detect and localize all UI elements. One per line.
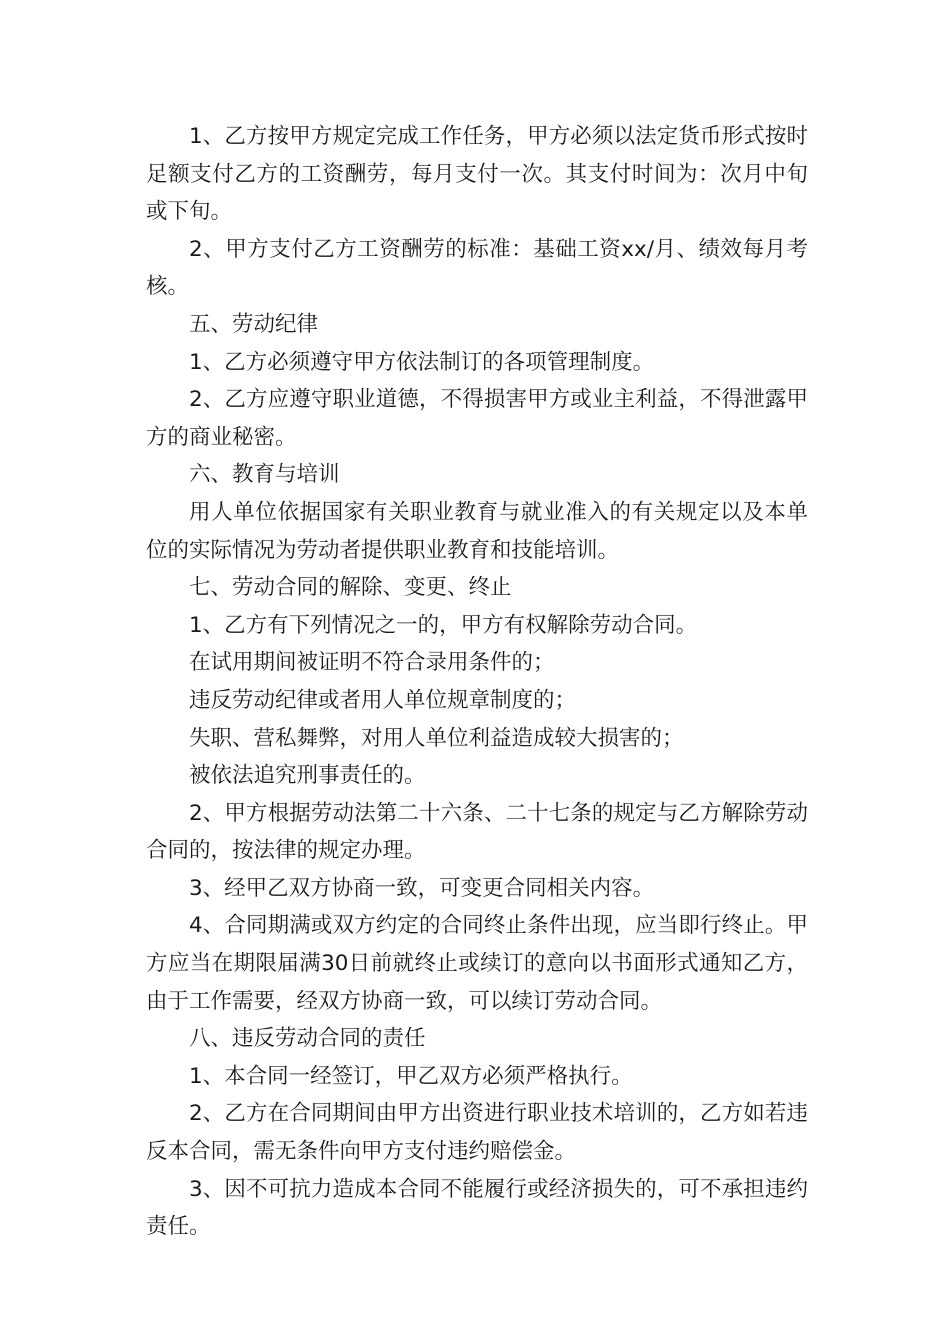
paragraph-liability-1: 1、本合同一经签订，甲乙双方必须严格执行。 (189, 1063, 633, 1089)
paragraph-liability-3: 3、因不可抗力造成本合同不能履行或经济损失的，可不承担违约责任。 (146, 1176, 808, 1240)
section-heading-education-training: 六、教育与培训 (189, 462, 340, 488)
list-item-misconduct: 失职、营私舞弊，对用人单位利益造成较大损害的； (189, 725, 684, 751)
list-item-probation: 在试用期间被证明不符合录用条件的； (189, 650, 555, 676)
paragraph-termination-1: 1、乙方有下列情况之一的，甲方有权解除劳动合同。 (189, 612, 698, 638)
list-item-discipline-violation: 违反劳动纪律或者用人单位规章制度的； (189, 687, 577, 713)
paragraph-discipline-2: 2、乙方应遵守职业道德，不得损害甲方或业主利益，不得泄露甲方的商业秘密。 (146, 387, 808, 450)
paragraph-termination-4: 4、合同期满或双方约定的合同终止条件出现，应当即行终止。甲方应当在期限届满30日前就终止或续订的意向以书面形式通知乙方，由于工作需要，经双方协商一致，可以续订劳动合同。 (146, 913, 808, 1014)
section-heading-labor-discipline: 五、劳动纪律 (189, 311, 319, 337)
paragraph-discipline-1: 1、乙方必须遵守甲方依法制订的各项管理制度。 (189, 349, 655, 375)
list-item-criminal: 被依法追究刑事责任的。 (189, 763, 426, 789)
paragraph-wage-payment: 1、乙方按甲方规定完成工作任务，甲方必须以法定货币形式按时足额支付乙方的工资酬劳，每月支付一次。其支付时间为：次月中旬或下旬。 (146, 124, 808, 225)
paragraph-termination-3: 3、经甲乙双方协商一致，可变更合同相关内容。 (189, 875, 655, 901)
section-heading-contract-termination: 七、劳动合同的解除、变更、终止 (189, 575, 512, 601)
paragraph-liability-2: 2、乙方在合同期间由甲方出资进行职业技术培训的，乙方如若违反本合同，需无条件向甲方支付违约赔偿金。 (146, 1101, 808, 1165)
paragraph-wage-standard: 2、甲方支付乙方工资酬劳的标准：基础工资xx/月、绩效每月考核。 (146, 236, 808, 300)
paragraph-termination-2: 2、甲方根据劳动法第二十六条、二十七条的规定与乙方解除劳动合同的，按法律的规定办理。 (146, 800, 808, 864)
section-heading-liability: 八、违反劳动合同的责任 (189, 1026, 426, 1052)
paragraph-training: 用人单位依据国家有关职业教育与就业准入的有关规定以及本单位的实际情况为劳动者提供职业教育和技能培训。 (146, 499, 808, 563)
document-body (146, 118, 808, 1246)
